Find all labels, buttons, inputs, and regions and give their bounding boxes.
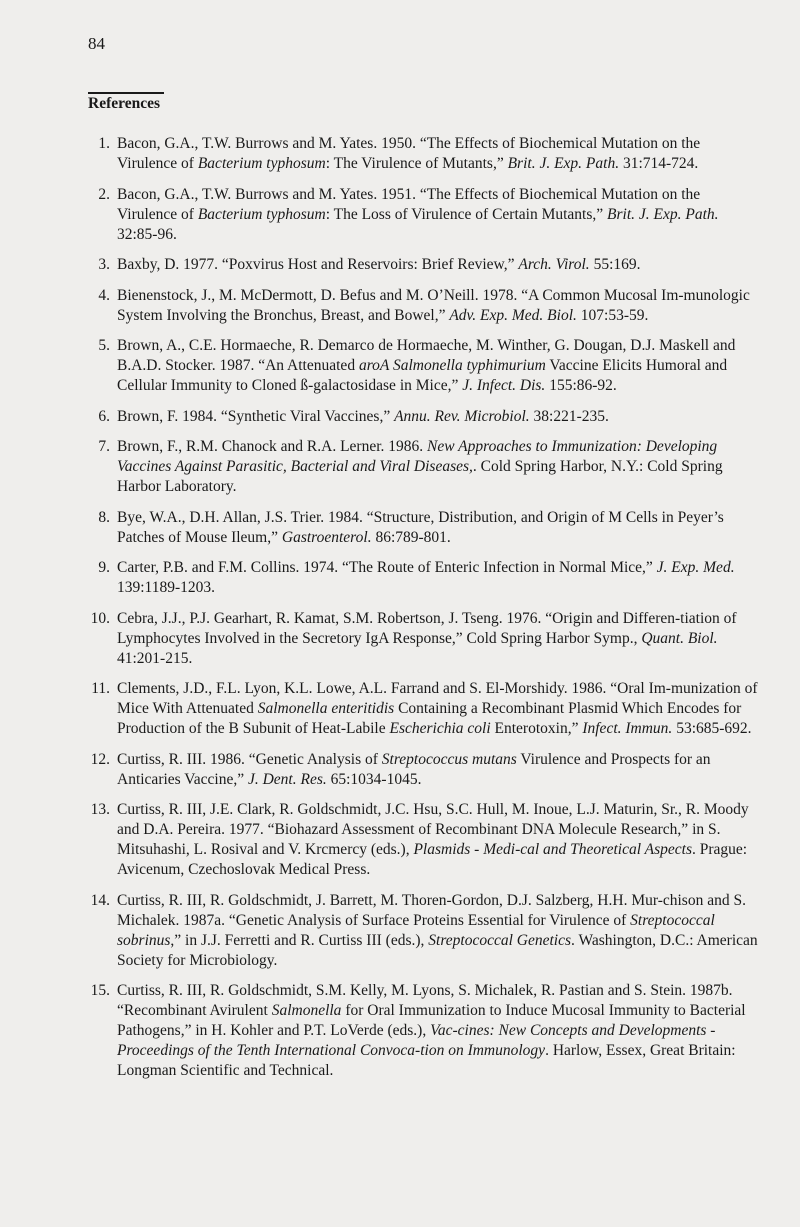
reference-text: Curtiss, R. III, J.E. Clark, R. Goldschmidt, J.C. Hsu, S.C. Hull, M. Inoue, L.J. Maturin, Sr., R. Moody and D.A. Pereira. 1977. “Biohazard Assessment of Recombinant DNA Molecule Research,” in S. Mitsuhashi, L. Rosival and V. Krcmercy (eds.), Plasmids - Medi-cal and Theoretical Aspects. Prague: Avicenum, Czechoslovak Medical Press. — [117, 801, 749, 878]
reference-number: 7. — [98, 438, 110, 455]
reference-number: 6. — [98, 407, 110, 425]
reference-text: Bacon, G.A., T.W. Burrows and M. Yates. 1951. “The Effects of Biochemical Mutation on the Virulence of Bacterium typhosum: The Loss of Virulence of Certain Mutants,” Brit. J. Exp. Path. 32:85-96. — [117, 185, 719, 243]
reference-item — [88, 286, 760, 326]
reference-item — [88, 407, 760, 427]
reference-number: 12. — [90, 750, 110, 768]
reference-item — [88, 609, 760, 669]
reference-text: Brown, F. 1984. “Synthetic Viral Vaccines,” Annu. Rev. Microbiol. 38:221-235. — [117, 407, 609, 425]
reference-number: 14. — [90, 891, 110, 909]
reference-number: 11. — [91, 680, 110, 697]
reference-number: 9. — [98, 559, 110, 576]
reference-number: 4. — [98, 286, 110, 304]
reference-number: 15. — [90, 982, 110, 999]
reference-text: Bye, W.A., D.H. Allan, J.S. Trier. 1984. “Structure, Distribution, and Origin of M Cells in Peyer’s Patches of Mouse Ileum,” Gastroenterol. 86:789-801. — [117, 508, 724, 546]
reference-text: Clements, J.D., F.L. Lyon, K.L. Lowe, A.L. Farrand and S. El-Morshidy. 1986. “Oral Im-munization of Mice With Attenuated Salmonella enteritidis Containing a Recombinant Plasmid Which Encodes for Production of the B Subunit of Heat-Labile Escherichia coli Enterotoxin,” Infect. Immun. 53:685-692. — [117, 680, 758, 737]
reference-text: Bacon, G.A., T.W. Burrows and M. Yates. 1950. “The Effects of Biochemical Mutation on the Virulence of Bacterium typhosum: The Virulence of Mutants,” Brit. J. Exp. Path. 31:714-724. — [117, 135, 701, 172]
reference-item — [88, 508, 760, 548]
reference-text: Brown, F., R.M. Chanock and R.A. Lerner. 1986. New Approaches to Immunization: Developing Vaccines Against Parasitic, Bacterial and Viral Diseases,. Cold Spring Harbor, N.Y.: Cold Spring Harbor Laboratory. — [117, 438, 723, 495]
references-heading: References — [88, 95, 161, 112]
reference-item — [88, 679, 760, 739]
reference-item — [88, 134, 760, 174]
reference-number: 13. — [90, 801, 110, 818]
reference-number: 2. — [98, 185, 110, 203]
reference-item — [88, 891, 760, 971]
reference-text: Cebra, J.J., P.J. Gearhart, R. Kamat, S.M. Robertson, J. Tseng. 1976. “Origin and Differen-tiation of Lymphocytes Involved in the Secretory IgA Response,” Cold Spring Harbor Symp., Quant. Biol. 41:201-215. — [117, 609, 737, 667]
heading-rule — [88, 92, 164, 94]
reference-number: 3. — [98, 256, 110, 273]
reference-number: 10. — [90, 609, 110, 627]
reference-text: Curtiss, R. III, R. Goldschmidt, J. Barrett, M. Thoren-Gordon, D.J. Salzberg, H.H. Mur-chison and S. Michalek. 1987a. “Genetic Analysis of Surface Proteins Essential for Virulence of Streptococcal sobrinus,” in J.J. Ferretti and R. Curtiss III (eds.), Streptococcal Genetics. Washington, D.C.: American Society for Microbiology. — [117, 891, 758, 969]
reference-text: Brown, A., C.E. Hormaeche, R. Demarco de Hormaeche, M. Winther, G. Dougan, D.J. Maskell and B.A.D. Stocker. 1987. “An Attenuated aroA Salmonella typhimurium Vaccine Elicits Humoral and Cellular Immunity to Cloned ß-galactosidase in Mice,” J. Infect. Dis. 155:86-92. — [117, 337, 736, 394]
reference-text: Baxby, D. 1977. “Poxvirus Host and Reservoirs: Brief Review,” Arch. Virol. 55:169. — [117, 256, 641, 273]
reference-item — [88, 750, 760, 790]
reference-item — [88, 981, 760, 1081]
reference-text: Carter, P.B. and F.M. Collins. 1974. “The Route of Enteric Infection in Normal Mice,” J. Exp. Med. 139:1189-1203. — [117, 559, 735, 596]
reference-item — [88, 437, 760, 497]
reference-number: 5. — [98, 337, 110, 354]
reference-item — [88, 558, 760, 598]
reference-item — [88, 800, 760, 880]
page-number: 84 — [88, 34, 105, 53]
reference-list — [88, 134, 760, 1092]
reference-item — [88, 185, 760, 245]
reference-text: Curtiss, R. III. 1986. “Genetic Analysis of Streptococcus mutans Virulence and Prospects for an Anticaries Vaccine,” J. Dent. Res. 65:1034-1045. — [117, 750, 711, 788]
reference-text: Curtiss, R. III, R. Goldschmidt, S.M. Kelly, M. Lyons, S. Michalek, R. Pastian and S. Stein. 1987b. “Recombinant Avirulent Salmonella for Oral Immunization to Induce Mucosal Immunity to Bacterial Pathogens,” in H. Kohler and P.T. LoVerde (eds.), Vac-cines: New Concepts and Developments - Proceedings of the Tenth International Convoca-tion on Immunology. Harlow, Essex, Great Britain: Longman Scientific and Technical. — [117, 982, 746, 1079]
reference-item — [88, 255, 760, 275]
reference-number: 1. — [98, 135, 110, 152]
reference-item — [88, 336, 760, 396]
reference-number: 8. — [98, 508, 110, 526]
reference-text: Bienenstock, J., M. McDermott, D. Befus and M. O’Neill. 1978. “A Common Mucosal Im-munologic System Involving the Bronchus, Breast, and Bowel,” Adv. Exp. Med. Biol. 107:53-59. — [117, 286, 750, 324]
